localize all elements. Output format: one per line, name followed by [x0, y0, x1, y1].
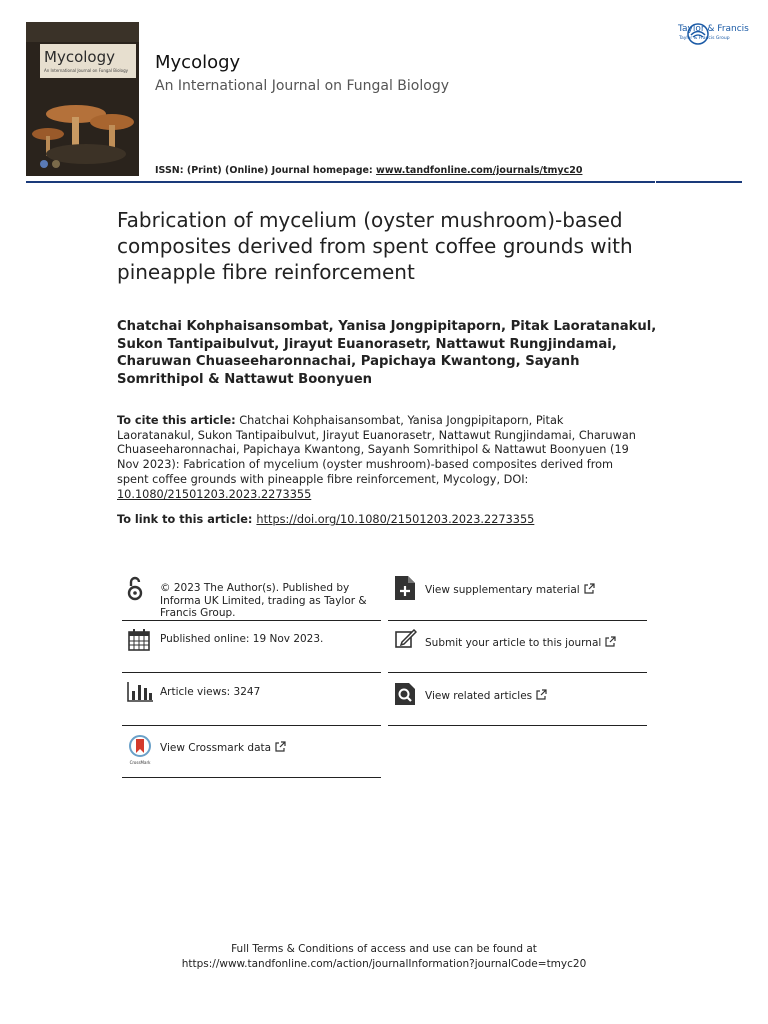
divider: [388, 725, 647, 726]
article-views: Article views: 3247: [160, 686, 261, 698]
publisher-name: Taylor & Francis: [678, 24, 749, 34]
divider: [122, 620, 381, 621]
edit-icon: [395, 629, 417, 649]
divider: [122, 777, 381, 778]
article-title: Fabrication of mycelium (oyster mushroom)-based composites derived from spent coffee grounds with pineapple fibre reinforcement: [117, 208, 633, 284]
citation-block: [117, 414, 637, 502]
open-access-notice: © 2023 The Author(s). Published by Informa UK Limited, trading as Taylor & Francis Group.: [160, 582, 367, 619]
related-articles-link[interactable]: [425, 689, 547, 703]
published-date: Published online: 19 Nov 2023.: [160, 633, 324, 645]
cover-title: Mycology: [44, 48, 115, 66]
crossmark-icon[interactable]: [126, 735, 154, 763]
search-document-icon: [395, 683, 415, 705]
footer-terms: Full Terms & Conditions of access and use can be found at: [231, 943, 537, 955]
footer-url[interactable]: https://www.tandfonline.com/action/journalInformation?journalCode=tmyc20: [181, 957, 587, 970]
journal-homepage-link[interactable]: www.tandfonline.com/journals/tmyc20: [376, 165, 583, 176]
article-authors: Chatchai Kohphaisansombat, Yanisa Jongpipitaporn, Pitak Laoratanakul, Sukon Tantipaibulvut, Jirayut Euanorasetr, Nattawut Rungjindamai, Charuwan Chuaseeharonnachai, Papichaya Kwantong, Sayanh Somrithipol & Nattawut Boonyuen: [117, 319, 657, 387]
supplementary-label: View supplementary material: [425, 584, 580, 596]
link-label: To link to this article:: [117, 513, 253, 526]
external-link-icon: [275, 741, 286, 752]
footer: [0, 942, 768, 971]
divider: [122, 672, 381, 673]
journal-subtitle: An International Journal on Fungal Biology: [155, 78, 449, 94]
external-link-icon: [605, 636, 616, 647]
article-doi-link[interactable]: https://doi.org/10.1080/21501203.2023.2273355: [256, 513, 535, 526]
cite-doi-link[interactable]: 10.1080/21501203.2023.2273355: [117, 487, 312, 501]
related-label: View related articles: [425, 690, 533, 702]
calendar-icon: [128, 629, 150, 651]
external-link-icon: [584, 583, 595, 594]
cite-text: Chatchai Kohphaisansombat, Yanisa Jongpipitaporn, Pitak Laoratanakul, Sukon Tantipaibulvut, Jirayut Euanorasetr, Nattawut Rungjindamai, Charuwan Chuaseeharonnachai, Papichaya Kwantong, Sayanh Somrithipol & Nattawut Boonyuen (19 Nov 2023): Fabrication of mycelium (oyster mushroom)-based composites derived from spent coffee grounds with pineapple fibre reinforcement, Mycology, DOI:: [117, 414, 636, 486]
publisher-group: Taylor & Francis Group: [679, 36, 730, 41]
issn-text: ISSN: (Print) (Online) Journal homepage:: [155, 165, 377, 176]
divider: [122, 725, 381, 726]
divider: [388, 620, 647, 621]
journal-cover-image: [26, 22, 139, 176]
crossmark-icon-label: CrossMark: [129, 760, 151, 765]
cite-label: To cite this article:: [117, 414, 236, 427]
issn-line: [155, 165, 582, 176]
cover-subtitle: An International Journal on Fungal Biology: [44, 68, 128, 73]
header-rule: [26, 181, 655, 183]
add-document-icon: [395, 576, 415, 600]
external-link-icon: [536, 689, 547, 700]
supplementary-material-link[interactable]: [425, 583, 595, 597]
article-link-block: [117, 513, 534, 526]
header-rule-right: [656, 181, 742, 183]
crossmark-label: View Crossmark data: [160, 742, 272, 754]
journal-title: Mycology: [155, 52, 241, 73]
bar-chart-icon: [127, 682, 153, 702]
submit-article-link[interactable]: [425, 636, 616, 650]
submit-label: Submit your article to this journal: [425, 637, 602, 649]
open-access-icon: [126, 576, 144, 602]
divider: [388, 672, 647, 673]
crossmark-link[interactable]: [160, 741, 286, 755]
